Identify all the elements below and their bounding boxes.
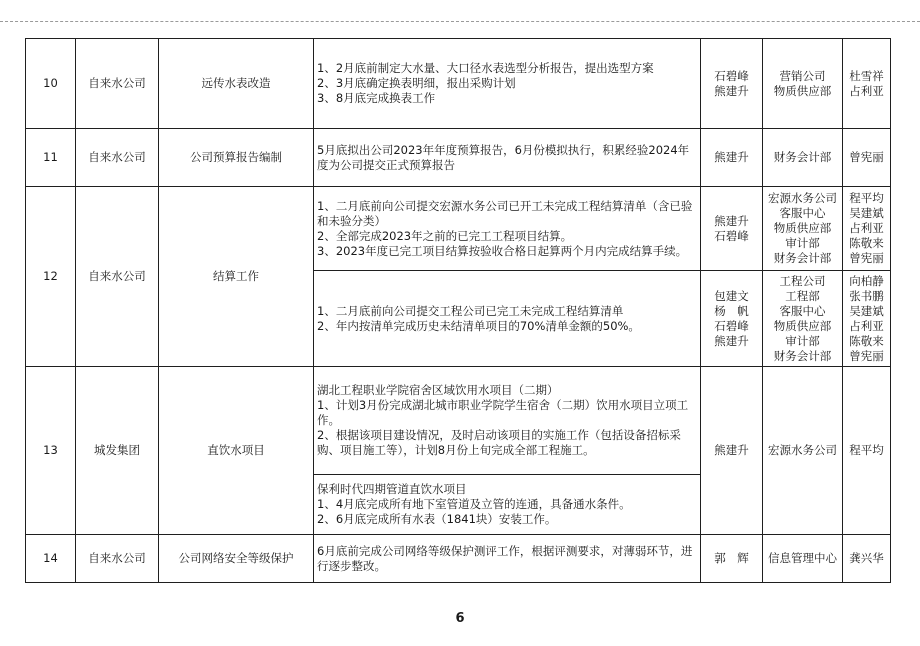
item-cell: 直饮水项目: [159, 367, 314, 535]
task-cell: [314, 39, 701, 129]
person-name: 曾宪丽: [849, 150, 884, 164]
task-line: 6月底前完成公司网络等级保护测评工作，根据评测要求，对薄弱环节，进行逐步整改。: [317, 543, 693, 573]
task-line: 湖北工程职业学院宿舍区域饮用水项目（二期）: [317, 383, 559, 397]
person-name: 杜雪祥: [849, 68, 884, 83]
dept-name: 物质供应部: [773, 221, 832, 235]
dept-name: 物质供应部: [773, 83, 832, 98]
task-cell: [314, 271, 701, 367]
dept-cell: [763, 129, 843, 187]
unit-cell: 自来水公司: [76, 129, 159, 187]
person-name: 向柏静: [849, 273, 884, 288]
dept-name: 财务会计部: [773, 348, 832, 363]
page-top-rule: [0, 21, 920, 22]
task-line: 1、2月底前制定大水量、大口径水表选型分析报告，提出选型方案: [317, 61, 654, 75]
leader-cell: [701, 271, 763, 367]
task-line: 3、8月底完成换表工作: [317, 91, 436, 105]
task-cell: [314, 475, 701, 535]
dept-name: 客服中心: [779, 303, 826, 318]
person-cell: [843, 535, 891, 583]
unit-cell: 自来水公司: [76, 535, 159, 583]
dept-name: 物质供应部: [773, 318, 832, 333]
leader-name: 石碧峰: [714, 228, 749, 243]
task-line: 5月底拟出公司2023年年度预算报告，6月份模拟执行，积累经验2024年度为公司提交正式预算报告: [317, 142, 690, 172]
person-name: 曾宪丽: [849, 348, 884, 363]
item-cell: 公司网络安全等级保护: [159, 535, 314, 583]
person-cell: [843, 187, 891, 271]
dept-cell: [763, 39, 843, 129]
dept-cell: [763, 271, 843, 367]
task-line: 2、全部完成2023年之前的已完工工程项目结算。: [317, 228, 573, 243]
task-line: 2、6月底完成所有水表（1841块）安装工作。: [317, 512, 557, 526]
item-cell: 结算工作: [159, 187, 314, 367]
leader-name: 石碧峰: [714, 68, 749, 83]
page-number: 6: [455, 611, 465, 626]
task-cell: [314, 187, 701, 271]
person-name: 陈敬来: [849, 236, 884, 250]
unit-cell: 城发集团: [76, 367, 159, 535]
leader-name: 杨 帆: [714, 303, 749, 318]
leader-cell: [701, 39, 763, 129]
dept-name: 财务会计部: [773, 251, 832, 265]
leader-cell: [701, 367, 763, 535]
person-name: 吴建斌: [849, 303, 884, 318]
person-name: 占利亚: [849, 318, 884, 333]
table-row: [26, 129, 891, 187]
leader-name: 郭 辉: [714, 551, 749, 565]
task-line: 2、根据该项目建设情况，及时启动该项目的实施工作（包括设备招标采购、项目施工等），计划8月份上旬完成全部工程施工。: [317, 428, 681, 457]
leader-name: 包建文: [714, 288, 749, 303]
dept-name: 审计部: [785, 333, 820, 348]
dept-name: 客服中心: [779, 206, 826, 220]
dept-name: 营销公司: [779, 68, 826, 83]
dept-cell: [763, 367, 843, 535]
task-line: 1、二月底前向公司提交宏源水务公司已开工未完成工程结算清单（含已验和未验分类）: [317, 198, 693, 228]
person-name: 陈敬来: [849, 333, 884, 348]
work-plan-table: [25, 38, 891, 583]
row-number: 10: [26, 39, 76, 129]
task-line: 2、年内按清单完成历史未结清单项目的70%清单金额的50%。: [317, 318, 640, 333]
item-cell: 远传水表改造: [159, 39, 314, 129]
leader-name: 熊建升: [714, 443, 749, 457]
dept-name: 工程公司: [779, 273, 826, 288]
person-name: 程平均: [849, 191, 884, 205]
table-row: [26, 535, 891, 583]
person-name: 张书鹏: [849, 288, 884, 303]
table-row: [26, 187, 891, 271]
leader-name: 熊建升: [714, 83, 749, 98]
row-number: 14: [26, 535, 76, 583]
task-line: 1、计划3月份完成湖北城市职业学院学生宿舍（二期）饮用水项目立项工作。: [317, 398, 689, 427]
row-number: 11: [26, 129, 76, 187]
item-cell: 公司预算报告编制: [159, 129, 314, 187]
person-name: 程平均: [849, 443, 884, 457]
task-line: 1、4月底完成所有地下室管道及立管的连通，具备通水条件。: [317, 497, 631, 511]
person-cell: [843, 367, 891, 535]
dept-name: 宏源水务公司: [768, 191, 837, 205]
dept-name: 宏源水务公司: [768, 443, 837, 457]
table-row: [26, 39, 891, 129]
leader-name: 石碧峰: [714, 318, 749, 333]
table-row: [26, 367, 891, 475]
dept-name: 财务会计部: [773, 150, 832, 164]
row-number: 12: [26, 187, 76, 367]
task-line: 保利时代四期管道直饮水项目: [317, 482, 467, 496]
task-line: 3、2023年度已完工项目结算按验收合格日起算两个月内完成结算手续。: [317, 243, 688, 258]
dept-name: 信息管理中心: [768, 551, 837, 565]
person-cell: [843, 129, 891, 187]
unit-cell: 自来水公司: [76, 187, 159, 367]
dept-cell: [763, 187, 843, 271]
dept-cell: [763, 535, 843, 583]
person-name: 曾宪丽: [849, 251, 884, 265]
person-cell: [843, 271, 891, 367]
unit-cell: 自来水公司: [76, 39, 159, 129]
task-line: 1、二月底前向公司提交工程公司已完工未完成工程结算清单: [317, 303, 624, 318]
task-cell: [314, 129, 701, 187]
leader-cell: [701, 535, 763, 583]
leader-cell: [701, 187, 763, 271]
task-cell: [314, 535, 701, 583]
leader-cell: [701, 129, 763, 187]
person-cell: [843, 39, 891, 129]
person-name: 吴建斌: [849, 206, 884, 220]
dept-name: 审计部: [785, 236, 820, 250]
task-cell: [314, 367, 701, 475]
person-name: 占利亚: [849, 221, 884, 235]
person-name: 龚兴华: [849, 551, 884, 565]
row-number: 13: [26, 367, 76, 535]
leader-name: 熊建升: [714, 150, 749, 164]
dept-name: 工程部: [785, 288, 820, 303]
task-line: 2、3月底确定换表明细，报出采购计划: [317, 76, 516, 90]
leader-name: 熊建升: [714, 213, 749, 228]
person-name: 占利亚: [849, 83, 884, 98]
leader-name: 熊建升: [714, 333, 749, 348]
